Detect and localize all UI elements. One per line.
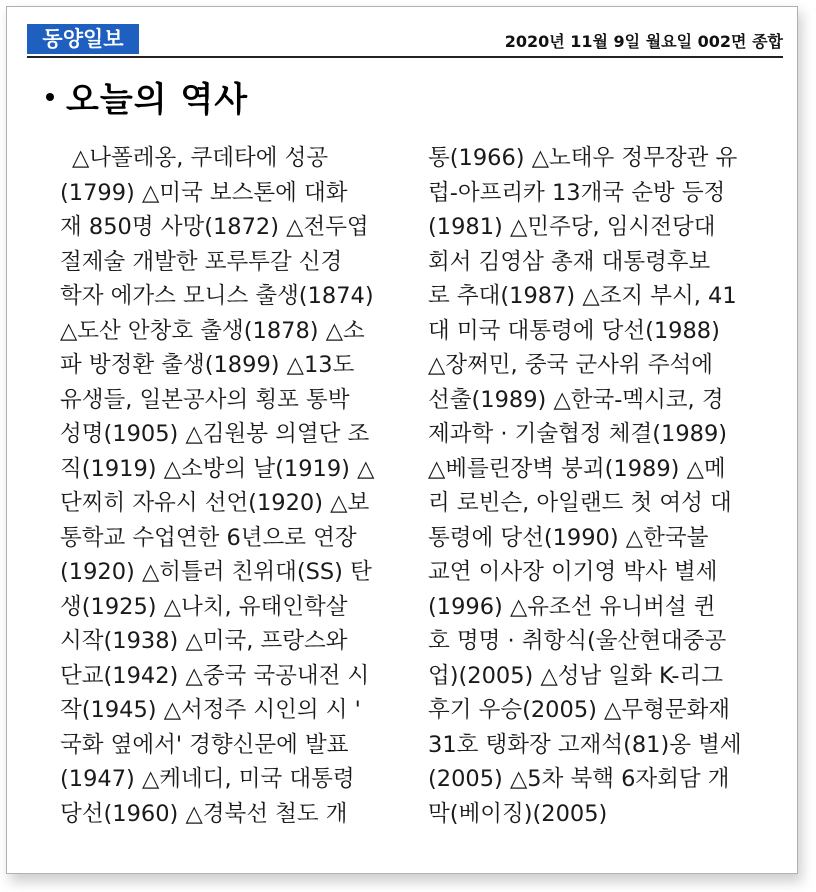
text-line: 제과학 · 기술협정 체결(1989): [428, 421, 728, 447]
text-line: 시작(1938) △미국, 프랑스와: [60, 628, 348, 654]
text-line: (1799) △미국 보스톤에 대화: [60, 179, 348, 206]
text-line: 통학교 수업연한 6년으로 연장: [60, 524, 357, 551]
text-line: 회서 김영삼 총재 대통령후보: [428, 248, 711, 275]
text-line: 대 미국 대통령에 당선(1988): [428, 317, 720, 344]
text-line: 업)(2005) △성남 일화 K-리그: [428, 662, 724, 689]
text-line: (1996) △유조선 유니버설 퀸: [428, 593, 716, 620]
text-line: 단찌히 자유시 선언(1920) △보: [60, 490, 370, 516]
article-title: 오늘의 역사: [66, 79, 249, 120]
text-line: (1947) △케네디, 미국 대통령: [60, 766, 355, 792]
text-line: 생(1925) △나치, 유태인학살: [60, 593, 348, 620]
heading: [46, 74, 248, 118]
text-line: 리 로빈슨, 아일랜드 첫 여성 대: [428, 490, 732, 516]
text-line: 통(1966) △노태우 정무장관 유: [428, 145, 738, 171]
text-line: 학자 에가스 모니스 출생(1874): [60, 283, 374, 309]
text-line: 교연 이사장 이기영 박사 별세: [428, 559, 718, 585]
bullet-icon: [46, 93, 54, 101]
text-line: 직(1919) △소방의 날(1919) △: [60, 455, 375, 482]
dateline: 2020년 11월 9일 월요일 002면 종합: [504, 32, 783, 51]
text-line: 작(1945) △서정주 시인의 시 ': [60, 697, 361, 723]
text-line: 로 추대(1987) △조지 부시, 41: [428, 283, 737, 309]
masthead: [27, 22, 783, 60]
text-line: △장쩌민, 중국 군사위 주석에: [428, 352, 713, 378]
text-line: (2005) △5차 북핵 6자회담 개: [428, 766, 730, 792]
text-line: 성명(1905) △김원봉 의열단 조: [60, 421, 370, 447]
text-line: △도산 안창호 출생(1878) △소: [60, 317, 365, 344]
text-line: 통령에 당선(1990) △한국불: [428, 524, 709, 551]
text-line: 선출(1989) △한국-멕시코, 경: [428, 386, 724, 413]
text-line: △베를린장벽 붕괴(1989) △메: [428, 455, 726, 482]
article-column-left: [60, 141, 400, 831]
text-line: 럽-아프리카 13개국 순방 등정: [428, 179, 726, 206]
text-line: 절제술 개발한 포루투갈 신경: [60, 248, 343, 275]
newspaper-logo: 동양일보: [27, 24, 139, 54]
article-column-right: [428, 141, 768, 831]
text-line: (1981) △민주당, 임시전당대: [428, 214, 716, 240]
text-line: 단교(1942) △중국 국공내전 시: [60, 662, 370, 689]
text-line: 후기 우승(2005) △무형문화재: [428, 697, 731, 723]
text-line: 막(베이징)(2005): [428, 800, 608, 827]
text-line: 파 방정환 출생(1899) △13도: [60, 352, 355, 378]
text-line: 당선(1960) △경북선 철도 개: [60, 800, 348, 827]
text-line: 국화 옆에서' 경향신문에 발표: [60, 731, 349, 758]
text-line: (1920) △히틀러 친위대(SS) 탄: [60, 559, 372, 585]
masthead-rule: [27, 56, 783, 58]
text-line: 유생들, 일본공사의 횡포 통박: [60, 386, 350, 413]
text-line: 재 850명 사망(1872) △전두엽: [60, 214, 369, 240]
text-line: 호 명명 · 취항식(울산현대중공: [428, 628, 727, 654]
text-line: △나폴레옹, 쿠데타에 성공: [72, 145, 329, 171]
text-line: 31호 탱화장 고재석(81)옹 별세: [428, 731, 742, 758]
